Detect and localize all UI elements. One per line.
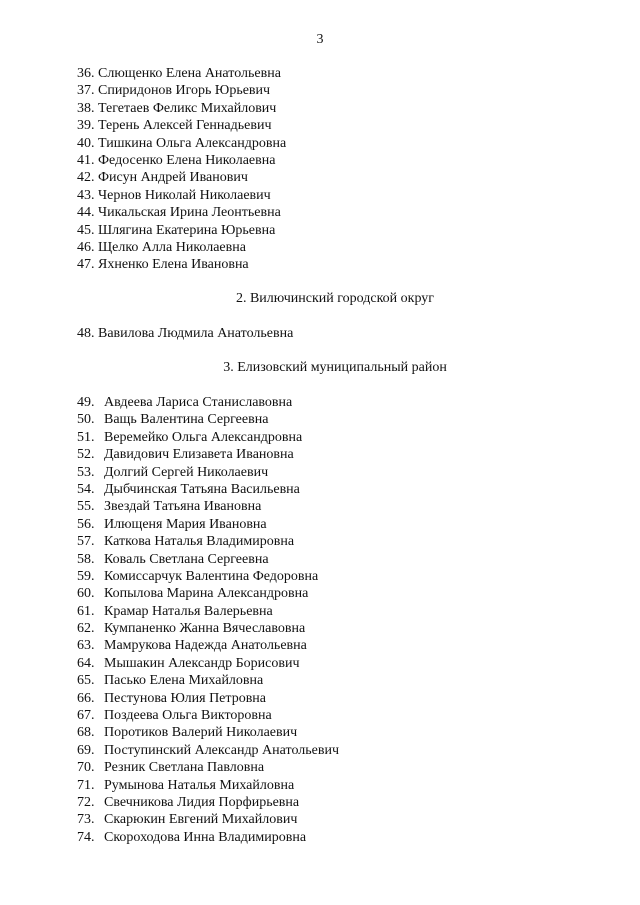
list-item bbox=[77, 100, 286, 117]
list-item bbox=[77, 811, 339, 828]
person-name: Дыбчинская Татьяна Васильевна bbox=[104, 481, 300, 497]
person-name: Мышакин Александр Борисович bbox=[104, 655, 300, 671]
person-name: Спиридонов Игорь Юрьевич bbox=[98, 83, 271, 99]
person-name: Скарюкин Евгений Михайлович bbox=[104, 812, 298, 828]
item-number: 52. bbox=[77, 447, 95, 463]
item-number: 45. bbox=[77, 222, 95, 238]
list-item bbox=[77, 533, 339, 550]
person-name: Румынова Наталья Михайловна bbox=[104, 777, 295, 793]
item-number: 50. bbox=[77, 412, 95, 428]
item-number: 41. bbox=[77, 152, 95, 168]
list-item bbox=[77, 117, 286, 134]
person-name: Кумпаненко Жанна Вячеславовна bbox=[104, 621, 306, 637]
list-item bbox=[77, 568, 339, 585]
list-item bbox=[77, 204, 286, 221]
person-name: Давидович Елизавета Ивановна bbox=[104, 447, 294, 463]
item-number: 73. bbox=[77, 812, 95, 828]
list-item bbox=[77, 794, 339, 811]
list-item bbox=[77, 82, 286, 99]
person-name: Авдеева Лариса Станиславовна bbox=[104, 395, 293, 410]
name-list-section-1 bbox=[77, 65, 286, 274]
person-name: Чикальская Ирина Леонтьевна bbox=[98, 205, 281, 221]
list-item bbox=[77, 256, 286, 273]
person-name: Копылова Марина Александровна bbox=[104, 586, 309, 602]
list-item bbox=[77, 620, 339, 637]
list-item bbox=[77, 325, 293, 342]
item-number: 72. bbox=[77, 794, 95, 810]
item-number: 56. bbox=[77, 516, 95, 532]
list-item bbox=[77, 707, 339, 724]
person-name: Поротиков Валерий Николаевич bbox=[104, 725, 298, 741]
person-name: Комиссарчук Валентина Федоровна bbox=[104, 568, 319, 584]
person-name: Ващь Валентина Сергеевна bbox=[104, 412, 269, 428]
item-number: 68. bbox=[77, 725, 95, 741]
list-item bbox=[77, 65, 286, 82]
list-item bbox=[77, 498, 339, 515]
item-number: 43. bbox=[77, 187, 95, 203]
person-name: Поступинский Александр Анатольевич bbox=[104, 742, 339, 758]
person-name: Резник Светлана Павловна bbox=[104, 760, 265, 776]
item-number: 40. bbox=[77, 135, 95, 151]
person-name: Коваль Светлана Сергеевна bbox=[104, 551, 269, 567]
person-name: Щелко Алла Николаевна bbox=[98, 239, 246, 255]
item-number: 47. bbox=[77, 257, 95, 273]
list-item bbox=[77, 429, 339, 446]
list-item bbox=[77, 672, 339, 689]
item-number: 65. bbox=[77, 673, 95, 689]
item-number: 57. bbox=[77, 534, 95, 550]
item-number: 59. bbox=[77, 568, 95, 584]
person-name: Чернов Николай Николаевич bbox=[98, 187, 271, 203]
item-number: 58. bbox=[77, 551, 95, 567]
person-name: Поздеева Ольга Викторовна bbox=[104, 708, 272, 724]
person-name: Каткова Наталья Владимировна bbox=[104, 534, 295, 550]
name-list-section-2 bbox=[77, 325, 293, 342]
item-number: 71. bbox=[77, 777, 95, 793]
item-number: 67. bbox=[77, 708, 95, 724]
person-name: Федосенко Елена Николаевна bbox=[98, 152, 276, 168]
person-name: Крамар Наталья Валерьевна bbox=[104, 603, 273, 619]
person-name: Слющенко Елена Анатольевна bbox=[98, 66, 281, 81]
list-item bbox=[77, 135, 286, 152]
item-number: 38. bbox=[77, 100, 95, 116]
list-item bbox=[77, 759, 339, 776]
item-number: 46. bbox=[77, 239, 95, 255]
item-number: 63. bbox=[77, 638, 95, 654]
name-list-section-3 bbox=[77, 394, 339, 846]
item-number: 44. bbox=[77, 205, 95, 221]
item-number: 42. bbox=[77, 170, 95, 186]
list-item bbox=[77, 724, 339, 741]
list-item bbox=[77, 481, 339, 498]
person-name: Пестунова Юлия Петровна bbox=[104, 690, 267, 706]
list-item bbox=[77, 690, 339, 707]
item-number: 62. bbox=[77, 621, 95, 637]
list-item bbox=[77, 742, 339, 759]
person-name: Тегетаев Феликс Михайлович bbox=[98, 100, 277, 116]
person-name: Яхненко Елена Ивановна bbox=[98, 257, 249, 273]
person-name: Свечникова Лидия Порфирьевна bbox=[104, 794, 300, 810]
person-name: Звездай Татьяна Ивановна bbox=[104, 499, 262, 515]
item-number: 66. bbox=[77, 690, 95, 706]
list-item bbox=[77, 637, 339, 654]
item-number: 36. bbox=[77, 66, 95, 81]
person-name: Терень Алексей Геннадьевич bbox=[98, 118, 272, 134]
person-name: Вавилова Людмила Анатольевна bbox=[98, 326, 294, 341]
item-number: 48. bbox=[77, 326, 95, 341]
list-item bbox=[77, 152, 286, 169]
list-item bbox=[77, 187, 286, 204]
list-item bbox=[77, 446, 339, 463]
list-item bbox=[77, 222, 286, 239]
list-item bbox=[77, 394, 339, 411]
list-item bbox=[77, 169, 286, 186]
list-item bbox=[77, 585, 339, 602]
person-name: Тишкина Ольга Александровна bbox=[98, 135, 287, 151]
item-number: 37. bbox=[77, 83, 95, 99]
list-item bbox=[77, 829, 339, 846]
list-item bbox=[77, 551, 339, 568]
item-number: 39. bbox=[77, 118, 95, 134]
item-number: 53. bbox=[77, 464, 95, 480]
person-name: Скороходова Инна Владимировна bbox=[104, 829, 307, 845]
list-item bbox=[77, 464, 339, 481]
item-number: 55. bbox=[77, 499, 95, 515]
person-name: Мамрукова Надежда Анатольевна bbox=[104, 638, 307, 654]
item-number: 49. bbox=[77, 395, 95, 410]
list-item bbox=[77, 239, 286, 256]
item-number: 64. bbox=[77, 655, 95, 671]
item-number: 70. bbox=[77, 760, 95, 776]
item-number: 60. bbox=[77, 586, 95, 602]
list-item bbox=[77, 411, 339, 428]
person-name: Долгий Сергей Николаевич bbox=[104, 464, 269, 480]
person-name: Веремейко Ольга Александровна bbox=[104, 429, 303, 445]
list-item bbox=[77, 655, 339, 672]
list-item bbox=[77, 603, 339, 620]
section-heading-vilyuchinsk: 2. Вилючинский городской округ bbox=[235, 291, 435, 306]
page-number: 3 bbox=[316, 32, 324, 47]
item-number: 54. bbox=[77, 481, 95, 497]
item-number: 51. bbox=[77, 429, 95, 445]
person-name: Илющеня Мария Ивановна bbox=[104, 516, 267, 532]
item-number: 69. bbox=[77, 742, 95, 758]
list-item bbox=[77, 516, 339, 533]
person-name: Пасько Елена Михайловна bbox=[104, 673, 264, 689]
list-item bbox=[77, 777, 339, 794]
item-number: 61. bbox=[77, 603, 95, 619]
person-name: Фисун Андрей Иванович bbox=[98, 170, 248, 186]
item-number: 74. bbox=[77, 829, 95, 845]
person-name: Шлягина Екатерина Юрьевна bbox=[98, 222, 276, 238]
section-heading-elizovo: 3. Елизовский муниципальный район bbox=[223, 360, 447, 375]
